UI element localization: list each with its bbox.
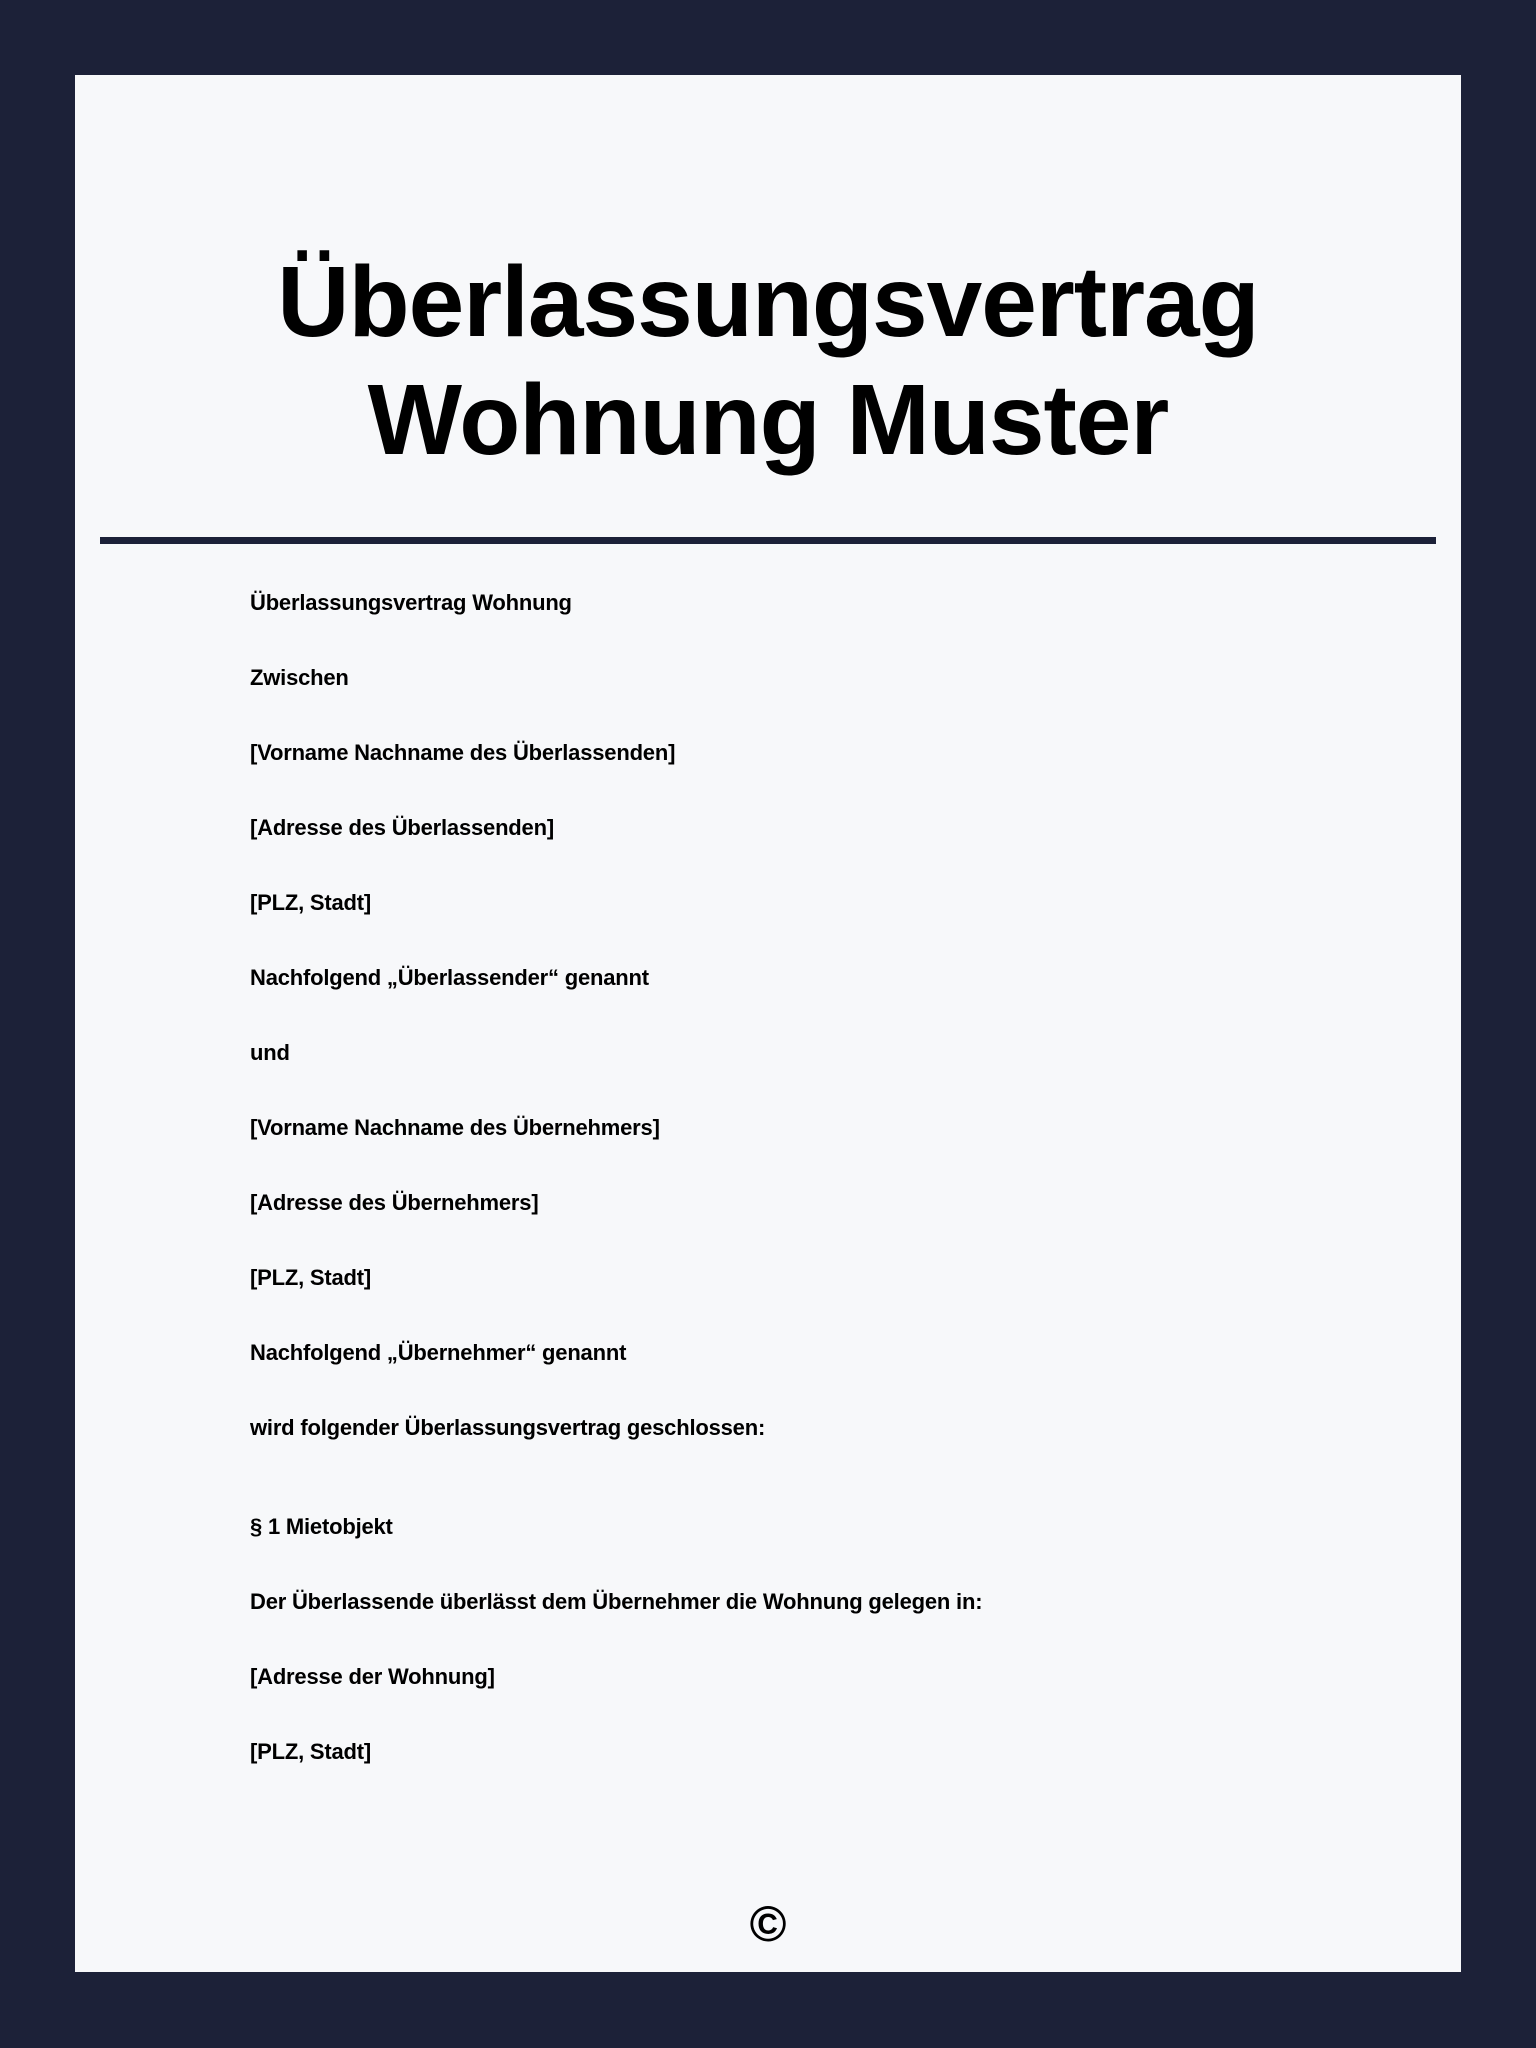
placeholder-uebernehmer-address: [Adresse des Übernehmers] <box>250 1190 539 1215</box>
placeholder-wohnung-city: [PLZ, Stadt] <box>250 1739 372 1764</box>
party-intro-zwischen: Zwischen <box>250 665 349 690</box>
document-subtitle: Überlassungsvertrag Wohnung <box>250 590 572 615</box>
section-1-text: Der Überlassende überlässt dem Übernehmer die Wohnung gelegen in: <box>250 1589 983 1614</box>
conjunction-und: und <box>250 1040 290 1065</box>
uebernehmer-designation: Nachfolgend „Übernehmer“ genannt <box>250 1340 627 1365</box>
placeholder-ueberlasser-name: [Vorname Nachname des Überlassenden] <box>250 740 676 765</box>
title-divider <box>100 537 1436 544</box>
ueberlasser-designation: Nachfolgend „Überlassender“ genannt <box>250 965 649 990</box>
placeholder-wohnung-address: [Adresse der Wohnung] <box>250 1664 495 1689</box>
placeholder-uebernehmer-name: [Vorname Nachname des Übernehmers] <box>250 1115 660 1140</box>
placeholder-ueberlasser-city: [PLZ, Stadt] <box>250 890 372 915</box>
placeholder-ueberlasser-address: [Adresse des Überlassenden] <box>250 815 554 840</box>
document-title-line2: Wohnung Muster <box>367 364 1169 476</box>
contract-clause-intro: wird folgender Überlassungsvertrag geschlossen: <box>250 1415 766 1440</box>
placeholder-uebernehmer-city: [PLZ, Stadt] <box>250 1265 372 1290</box>
document-page <box>75 75 1461 1972</box>
copyright-symbol: © <box>749 1896 787 1952</box>
document-title <box>75 243 1461 479</box>
section-1-heading: § 1 Mietobjekt <box>250 1514 393 1539</box>
document-body <box>250 565 1431 1789</box>
document-title-line1: Überlassungsvertrag <box>277 246 1259 358</box>
